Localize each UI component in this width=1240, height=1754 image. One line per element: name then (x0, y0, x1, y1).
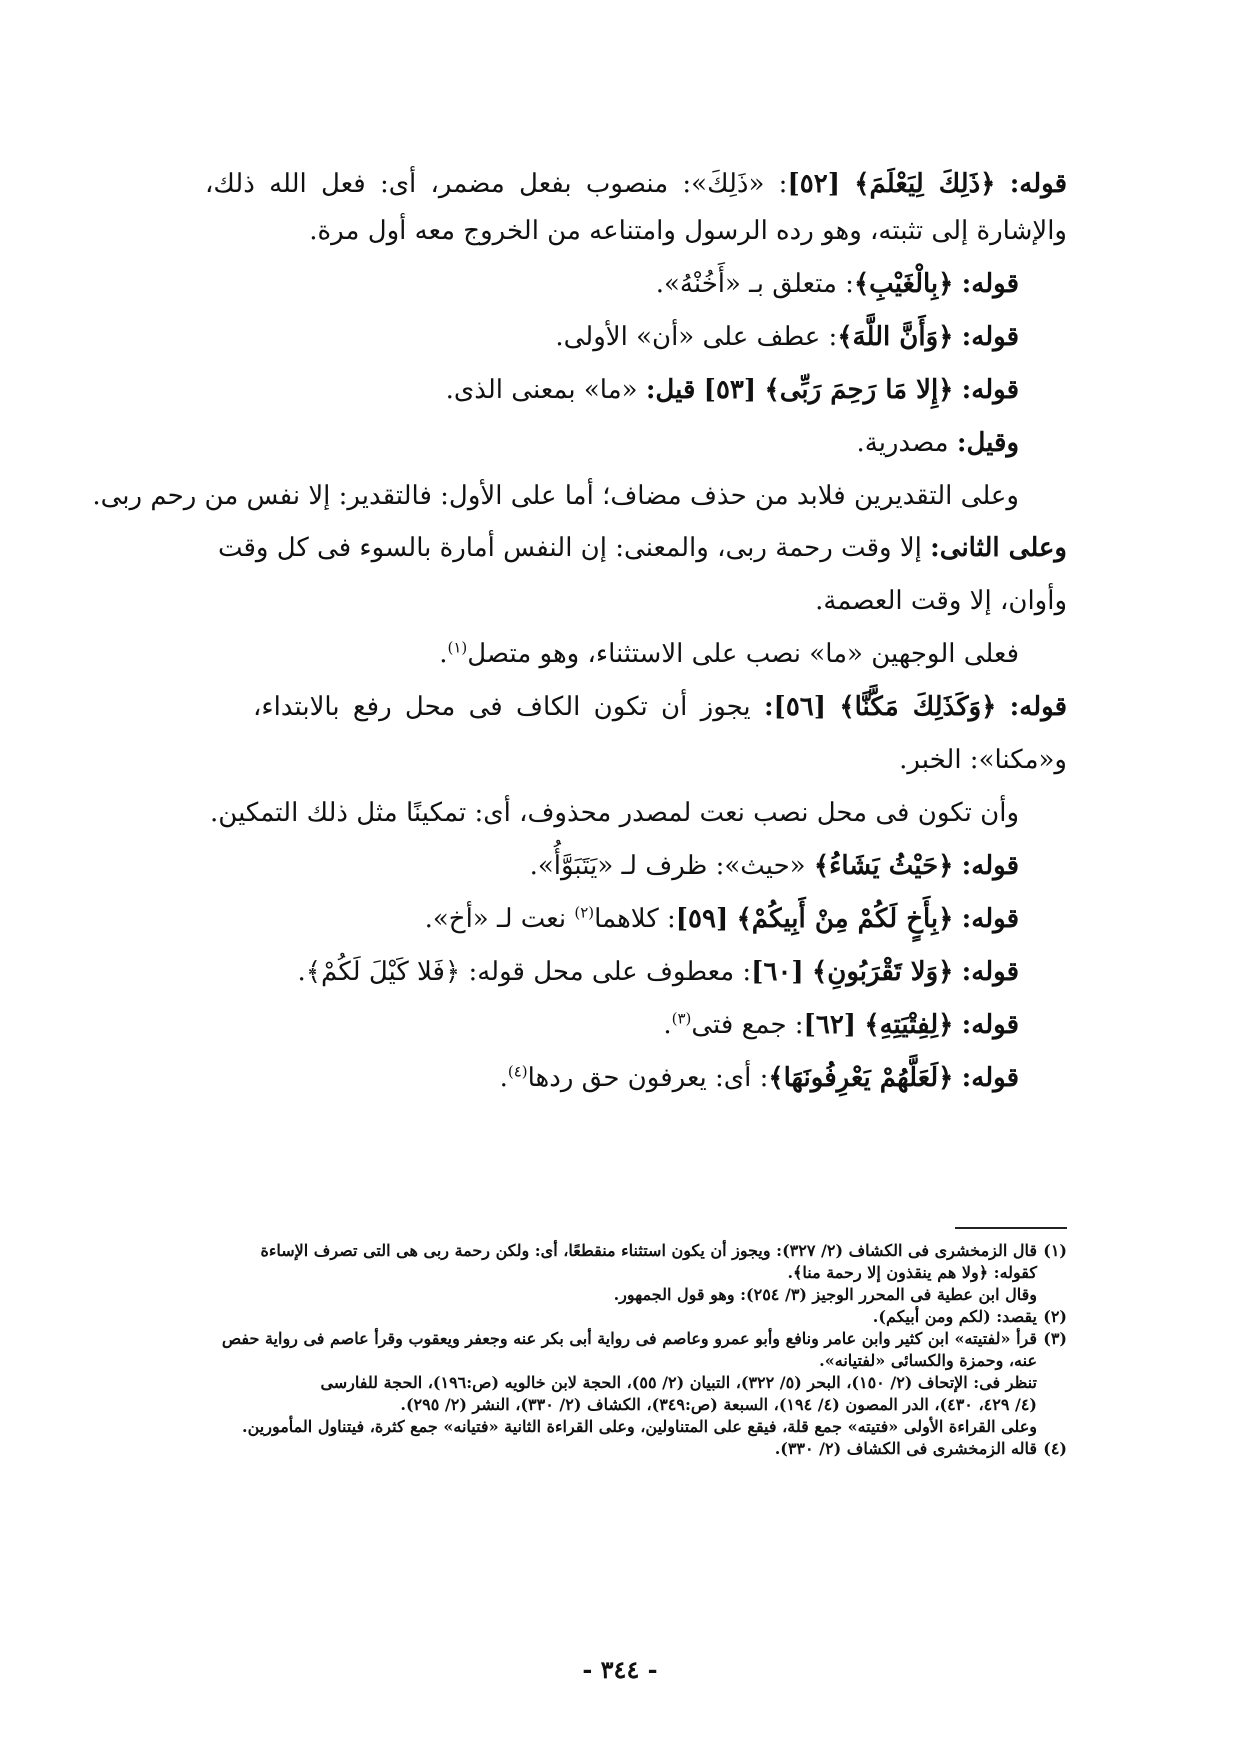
text-line: قوله: ﴿حَيْثُ يَشَاءُ﴾ «حيث»: ظرف لـ «يَتَبَوَّأُ». (529, 851, 1019, 881)
text-line: وقيل: مصدرية. (856, 428, 1019, 458)
footnote-line: عنه، وحمزة والكسائى «لفتيانه». (819, 1351, 1037, 1370)
footnote-ref: (١) (447, 638, 468, 657)
text-line: قوله: ﴿وَكَذَلِكَ مَكَّنَّا﴾ [٥٦]: يجوز أن تكون الكاف فى محل رفع بالابتداء، (253, 692, 1067, 722)
footnote-line: (٤/ ٤٢٩، ٤٣٠)، الدر المصون (٤/ ١٩٤)، السبعة (ص:٣٤٩)، الكشاف (٢/ ٣٣٠)، النشر (٢/ ٢٩٥). (400, 1395, 1037, 1414)
text-line: فعلى الوجهين «ما» نصب على الاستثناء، وهو متصل$^{(١)}$. (439, 638, 1019, 669)
footnote-ref: (٤) (507, 1062, 528, 1081)
text-line: وأن تكون فى محل نصب نعت لمصدر محذوف، أى: تمكينًا مثل ذلك التمكين. (210, 798, 1019, 828)
text-line: قوله: ﴿بِالْغَيْبِ﴾: متعلق بـ «أَخُنْهُ». (655, 269, 1019, 299)
footnote-line: (٢)يقصد: (لكم ومن أبيكم). (872, 1307, 1067, 1326)
footnote-ref: (٢) (574, 903, 595, 922)
text-line: قوله: ﴿ذَلِكَ لِيَعْلَمَ﴾ [٥٢]: «ذَلِكَ»: منصوب بفعل مضمر، أى: فعل الله ذلك، (205, 169, 1068, 199)
footnote-line: (١)قال الزمخشرى فى الكشاف (٢/ ٣٢٧): ويجوز أن يكون استثناء منقطعًا، أى: ولكن رحمة ربى هى التى تصرف الإساءة (260, 1241, 1067, 1260)
text-line: قوله: ﴿إِلا مَا رَحِمَ رَبِّى﴾ [٥٣] قيل: «ما» بمعنى الذى. (445, 375, 1019, 405)
footnote-line: تنظر فى: الإتحاف (٢/ ١٥٠)، البحر (٥/ ٣٢٢)، التبيان (٢/ ٥٥)، الحجة لابن خالويه (ص:١٩٦)، الحجة للفارسى (320, 1373, 1037, 1392)
footnote-separator (955, 1227, 1067, 1229)
text-line: قوله: ﴿وَأَنَّ اللَّهَ﴾: عطف على «أن» الأولى. (555, 322, 1019, 352)
text-line: و«مكنا»: الخبر. (899, 745, 1067, 775)
footnote-line: (٤)قاله الزمخشرى فى الكشاف (٢/ ٣٣٠). (774, 1439, 1067, 1458)
footnote-line: وعلى القراءة الأولى «فتيته» جمع قلة، فيقع على المتناولين، وعلى القراءة الثانية «فتيانه» جمع كثرة، فيتناول المأمورين. (242, 1417, 1037, 1436)
footnote-line: كقوله: ﴿ولا هم ينقذون إلا رحمة منا﴾. (787, 1263, 1037, 1282)
footnote-line: وقال ابن عطية فى المحرر الوجيز (٣/ ٢٥٤): وهو قول الجمهور. (613, 1285, 1037, 1304)
text-line: قوله: ﴿لِفِتْيَتِهِ﴾ [٦٢]: جمع فتى$^{(٣)}$. (663, 1009, 1019, 1040)
footnotes (205, 1240, 1067, 1460)
text-line: وأوان، إلا وقت العصمة. (815, 586, 1067, 616)
footnote-line: (٣)قرأ «لفتيته» ابن كثير وابن عامر ونافع وأبو عمرو وعاصم فى رواية أبى بكر عنه وجعفر ويعقوب وقرأ عاصم فى رواية حفص (221, 1329, 1067, 1348)
text-line: قوله: ﴿وَلا تَقْرَبُونِ﴾ [٦٠]: معطوف على محل قوله: ﴿فَلا كَيْلَ لَكُمْ﴾. (297, 957, 1019, 987)
page-number: - ٣٤٤ - (582, 1655, 658, 1684)
footnote-ref: (٣) (671, 1009, 692, 1028)
text-line: قوله: ﴿بِأَخٍ لَكُمْ مِنْ أَبِيكُمْ﴾ [٥٩]: كلاهما$^{(٢)}$ نعت لـ «أخ». (424, 903, 1019, 934)
text-line: قوله: ﴿لَعَلَّهُمْ يَعْرِفُونَهَا﴾: أى: يعرفون حق ردها$^{(٤)}$. (499, 1062, 1019, 1093)
text-line: وعلى الثانى: إلا وقت رحمة ربى، والمعنى: إن النفس أمارة بالسوء فى كل وقت (217, 533, 1067, 563)
text-line: وعلى التقديرين فلابد من حذف مضاف؛ أما على الأول: فالتقدير: إلا نفس من رحم ربى. (92, 481, 1019, 511)
text-line: والإشارة إلى تثبته، وهو رده الرسول وامتناعه من الخروج معه أول مرة. (309, 216, 1067, 246)
